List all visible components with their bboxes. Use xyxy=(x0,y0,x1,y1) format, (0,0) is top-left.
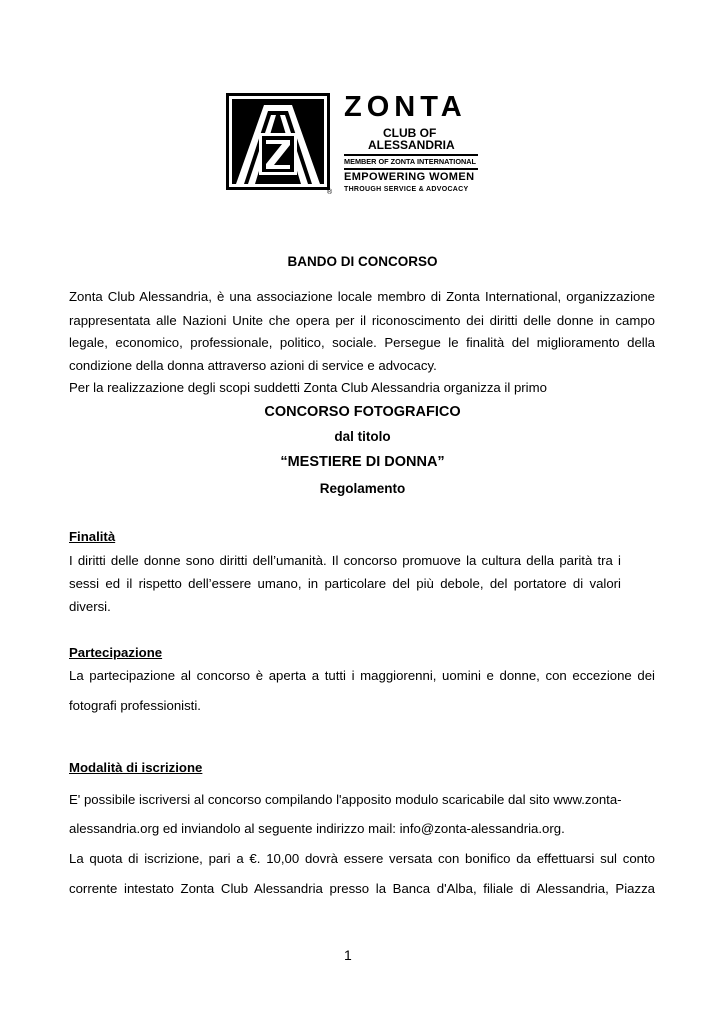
finalita-line: sessi ed il rispetto dell’essere umano, in particolare del più debole, del portatore di valori xyxy=(69,576,621,591)
zonta-logo xyxy=(226,93,486,203)
intro-line: Per la realizzazione degli scopi suddetti Zonta Club Alessandria organizza il primo xyxy=(69,380,547,395)
section-heading-iscrizione: Modalità di iscrizione xyxy=(69,760,203,775)
regolamento-heading: Regolamento xyxy=(319,481,406,496)
logo-city: ALESSANDRIA xyxy=(368,138,455,152)
finalita-line: diversi. xyxy=(69,599,111,614)
logo-tagline: EMPOWERING WOMEN xyxy=(344,171,475,183)
contest-title: CONCORSO FOTOGRAFICO xyxy=(264,404,461,420)
partecipazione-line: fotografi professionisti. xyxy=(69,698,201,713)
iscrizione-line: corrente intestato Zonta Club Alessandria presso la Banca d'Alba, filiale di Alessandria, Piazza xyxy=(69,881,655,896)
logo-name: ZONTA xyxy=(344,91,467,123)
intro-line: condizione della donna attraverso azioni di service e advocacy. xyxy=(69,358,437,373)
iscrizione-line: E' possibile iscriversi al concorso compilando l'apposito modulo scaricabile dal sito www.zonta- xyxy=(69,792,622,807)
logo-subtagline: THROUGH SERVICE & ADVOCACY xyxy=(344,186,469,193)
section-heading-finalita: Finalità xyxy=(69,529,116,544)
logo-member-text: MEMBER OF ZONTA INTERNATIONAL xyxy=(344,157,477,166)
logo-divider xyxy=(344,168,478,170)
partecipazione-line: La partecipazione al concorso è aperta a tutti i maggiorenni, uomini e donne, con eccezione dei xyxy=(69,668,655,683)
zonta-emblem-icon xyxy=(226,93,330,190)
contest-name: “MESTIERE DI DONNA” xyxy=(280,454,445,470)
registered-mark: ® xyxy=(327,189,333,196)
contest-subtitle: dal titolo xyxy=(334,429,391,444)
section-heading-partecipazione: Partecipazione xyxy=(69,645,163,660)
finalita-line: I diritti delle donne sono diritti dell’umanità. Il concorso promuove la cultura della parità tra i xyxy=(69,553,621,568)
iscrizione-line: La quota di iscrizione, pari a €. 10,00 dovrà essere versata con bonifico da effettuarsi sul conto xyxy=(69,851,655,866)
document-title: BANDO DI CONCORSO xyxy=(287,254,438,269)
page-number: 1 xyxy=(344,947,352,963)
intro-line: Zonta Club Alessandria, è una associazione locale membro di Zonta International, organizzazione xyxy=(69,289,655,304)
logo-divider xyxy=(344,154,478,156)
logo-club: CLUB OF xyxy=(383,126,437,140)
intro-line: legale, economico, professionale, politico, sociale. Persegue le finalità del miglioramento della xyxy=(69,335,655,350)
intro-line: rappresentata alle Nazioni Unite che opera per il riconoscimento dei diritti delle donne in campo xyxy=(69,313,655,328)
iscrizione-line: alessandria.org ed inviandolo al seguente indirizzo mail: info@zonta-alessandria.org. xyxy=(69,821,565,836)
